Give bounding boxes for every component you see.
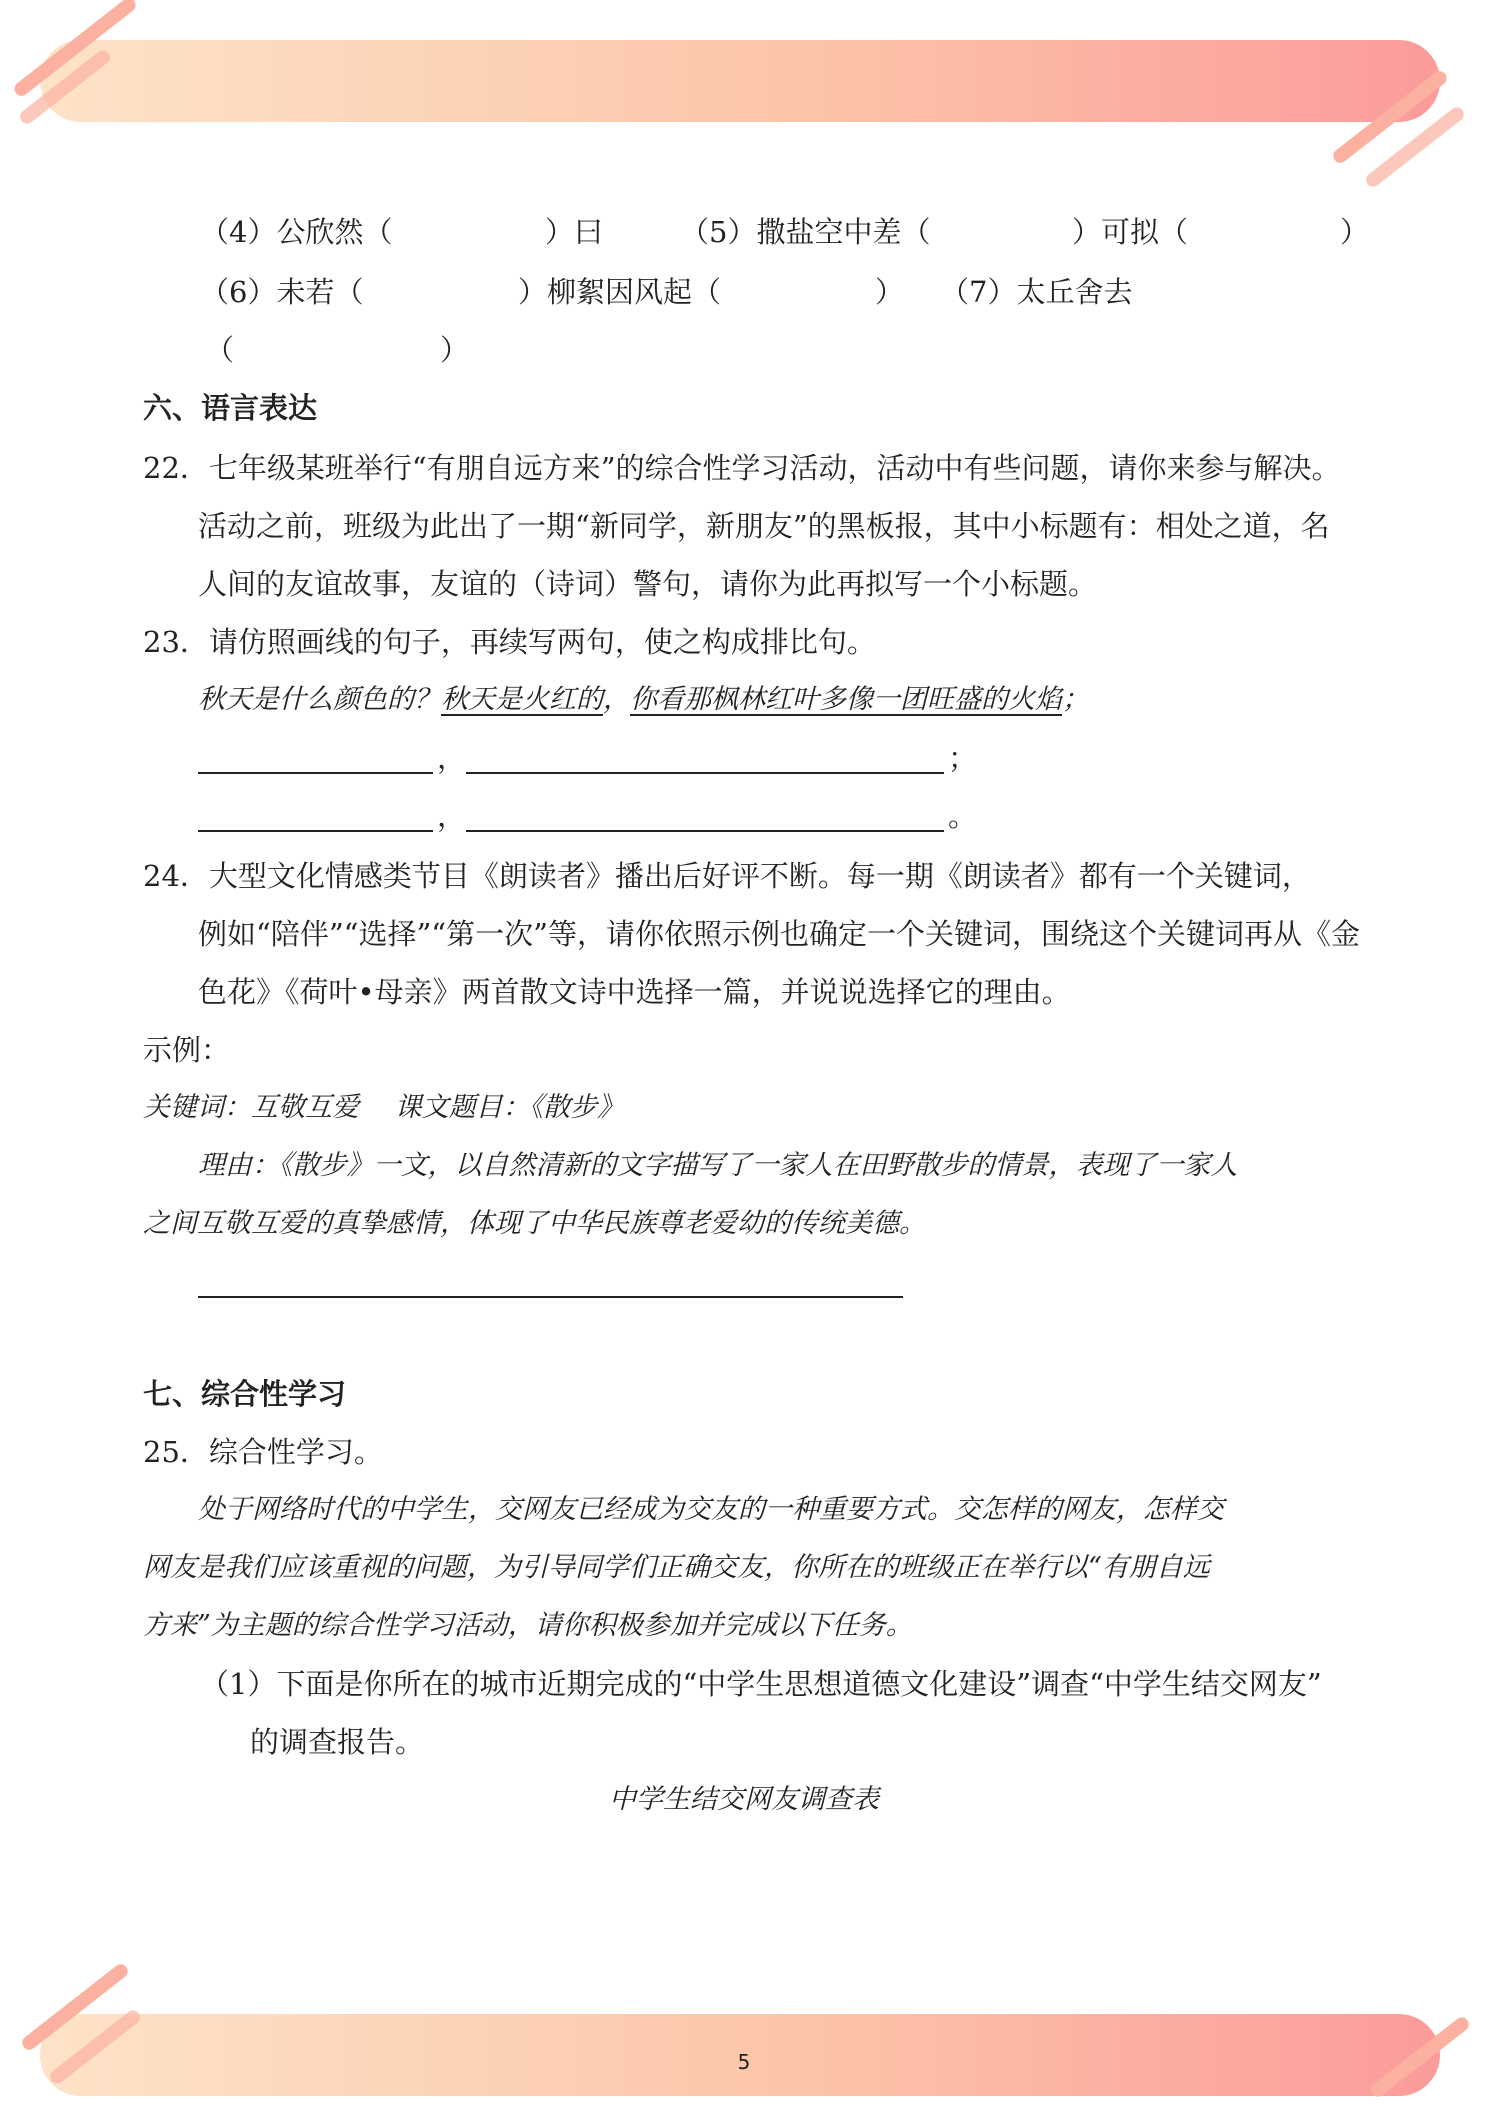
item-4: （4）公欣然（ [200,215,393,249]
item-7-paren-open: （ [205,333,235,367]
q23-blank-end: ； [948,741,978,775]
q24-answer-blank[interactable] [198,1296,903,1298]
item-7: （7）太丘舍去 [940,275,1133,309]
q23-answer-blank[interactable] [198,772,433,774]
q23-underlined-2: 你看那枫林红叶多像一团旺盛的火焰 [630,684,1062,715]
page-number: 5 [737,2050,751,2074]
q22-line-2: 活动之前，班级为此出了一期“新同学，新朋友”的黑板报，其中小标题有：相处之道，名 [198,509,1330,543]
reason-line-1: 理由：《散步》一文，以自然清新的文字描写了一家人在田野散步的情景，表现了一家人 [198,1150,1238,1181]
item-7-paren-close: ） [440,333,470,367]
item-6: （6）未若（ [200,275,364,309]
q25-paragraph-line-3: 方来”为主题的综合性学习活动，请你积极参加并完成以下任务。 [143,1610,913,1641]
item-6-end: ） [875,275,905,309]
q24-line-1: 24．大型文化情感类节目《朗读者》播出后好评不断。每一期《朗读者》都有一个关键词， [143,859,1311,893]
q23-answer-blank[interactable] [466,830,944,832]
q23-prefix: 秋天是什么颜色的？ [198,684,441,715]
q23-blank-comma: ， [437,799,467,833]
q23-blank-end: 。 [948,799,978,833]
table-title: 中学生结交网友调查表 [609,1784,879,1815]
q25-title: 25．综合性学习。 [143,1435,383,1469]
q22-line-1: 22．七年级某班举行“有朋自远方来”的综合性学习活动，活动中有些问题，请你来参与解决。 [143,451,1341,485]
section-6-title: 六、语言表达 [143,391,318,425]
item-5-mid: ）可拟（ [1072,215,1189,249]
section-7-title: 七、综合性学习 [143,1377,347,1411]
q25-paragraph-line-2: 网友是我们应该重视的问题，为引导同学们正确交友，你所在的班级正在举行以“有朋自远 [143,1552,1210,1583]
item-4-after: ）曰 [545,215,604,249]
header-banner [40,40,1440,122]
q23-underlined-1: 秋天是火红的 [441,684,603,715]
q23-blank-comma: ， [437,741,467,775]
item-6-mid: ）柳絮因风起（ [518,275,722,309]
q23-line-1: 23．请仿照画线的句子，再续写两句，使之构成排比句。 [143,625,876,659]
reason-line-2: 之间互敬互爱的真挚感情，体现了中华民族尊老爱幼的传统美德。 [143,1208,926,1239]
q25-paragraph-line-1: 处于网络时代的中学生，交网友已经成为交友的一种重要方式。交怎样的网友，怎样交 [198,1494,1224,1525]
q25-sub1-line-2: 的调查报告。 [250,1725,425,1759]
item-5: （5）撒盐空中差（ [680,215,931,249]
q23-answer-blank[interactable] [466,772,944,774]
q24-line-3: 色花》《荷叶•母亲》两首散文诗中选择一篇，并说说选择它的理由。 [198,975,1071,1009]
q23-example [198,680,1488,720]
q25-sub1-line-1: （1）下面是你所在的城市近期完成的“中学生思想道德文化建设”调查“中学生结交网友” [200,1667,1322,1701]
keyword-line: 关键词：互敬互爱 课文题目：《散步》 [143,1092,625,1123]
item-5-end: ） [1340,215,1370,249]
q24-line-2: 例如“陪伴”“选择”“第一次”等，请你依照示例也确定一个关键词，围绕这个关键词再从《金 [198,917,1360,951]
q23-answer-blank[interactable] [198,830,433,832]
example-label: 示例： [143,1033,231,1067]
q23-end: ； [1062,684,1089,715]
q23-comma: ， [603,684,630,715]
q22-line-3: 人间的友谊故事，友谊的（诗词）警句，请你为此再拟写一个小标题。 [198,567,1098,601]
